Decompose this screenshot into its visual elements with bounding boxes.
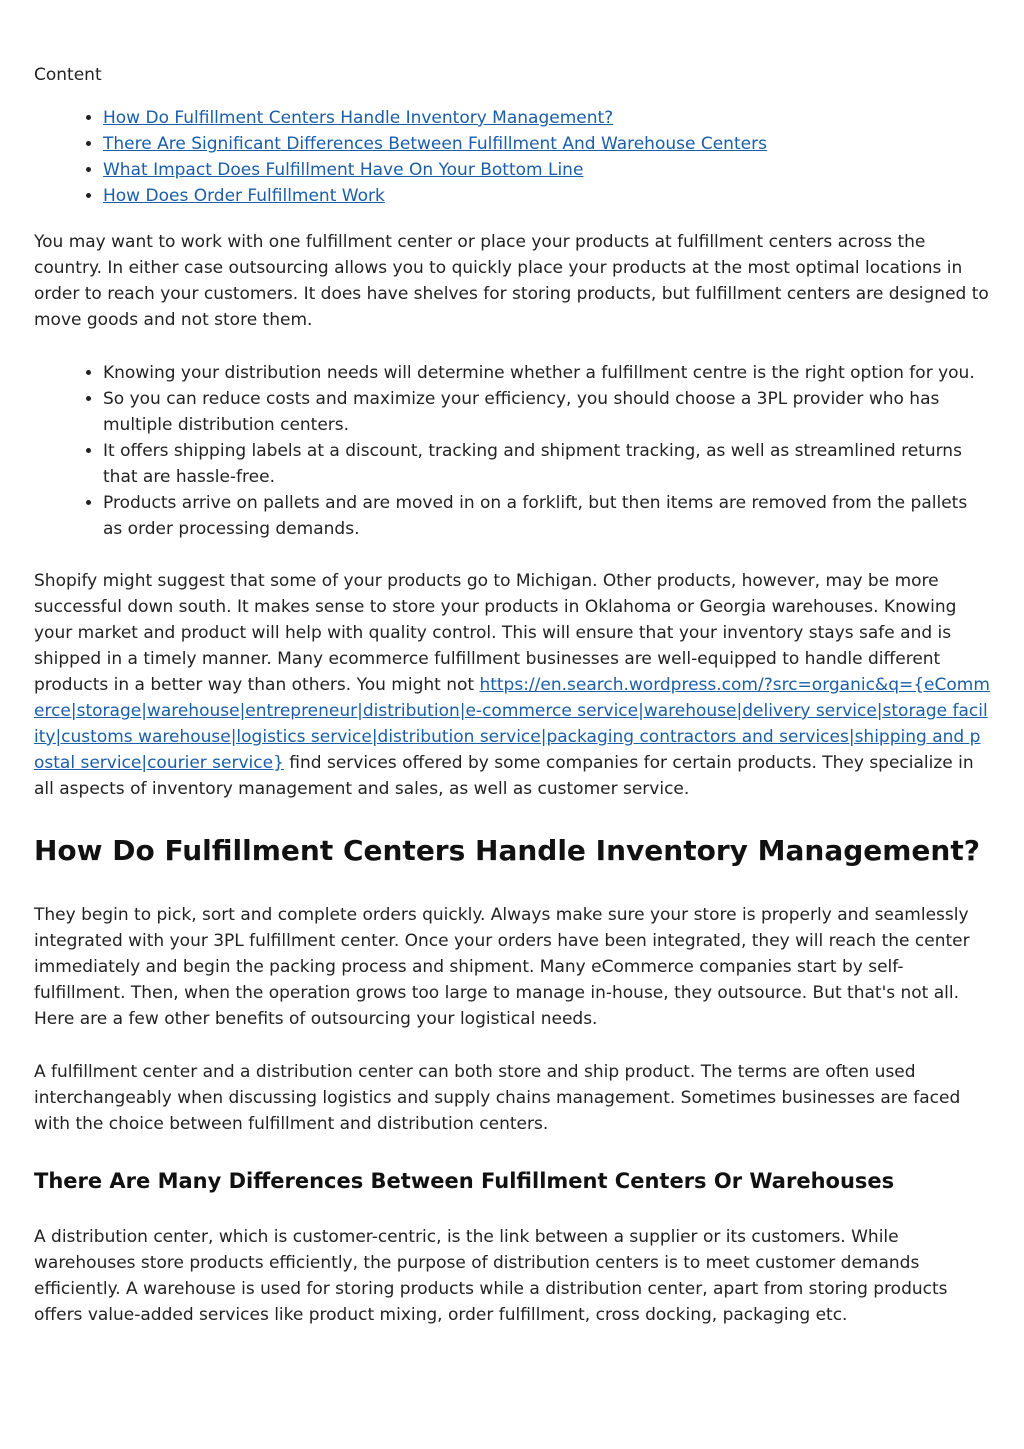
toc-link-differences[interactable]: There Are Significant Differences Between Fulfillment And Warehouse Centers	[103, 134, 767, 154]
toc-link-inventory-management[interactable]: How Do Fulfillment Centers Handle Inventory Management?	[103, 108, 614, 128]
toc-item	[103, 105, 990, 131]
list-item: • Knowing your distribution needs will determine whether a fulfillment centre is the right option for you.	[103, 360, 990, 386]
inventory-paragraph: They begin to pick, sort and complete orders quickly. Always make sure your store is properly and seamlessly integrated with your 3PL fulfillment center. Once your orders have been integrated, they will reach the center immediately and begin the packing process and shipment. Many eCommerce companies start by self-fulfillment. Then, when the operation grows too large to manage in-house, they outsource. But that's not all. Here are a few other benefits of outsourcing your logistical needs.	[34, 905, 970, 1029]
toc-link-order-fulfillment[interactable]: How Does Order Fulfillment Work	[103, 186, 385, 206]
list-item: • So you can reduce costs and maximize your efficiency, you should choose a 3PL provider who has multiple distribution centers.	[103, 386, 990, 438]
toc-link-bottom-line[interactable]: What Impact Does Fulfillment Have On Your Bottom Line	[103, 160, 584, 180]
differences-paragraph: A distribution center, which is customer-centric, is the link between a supplier or its customers. While warehouses store products efficiently, the purpose of distribution centers is to meet customer demands efficiently. A warehouse is used for storing products while a distribution center, apart from storing products offers value-added services like product mixing, order fulfillment, cross docking, packaging etc.	[34, 1227, 948, 1325]
distribution-paragraph: A fulfillment center and a distribution center can both store and ship product. The terms are often used interchangeably when discussing logistics and supply chains management. Sometimes businesses are faced with the choice between fulfillment and distribution centers.	[34, 1062, 961, 1134]
shopify-paragraph-text-end: find services offered by some companies for certain products. They specialize in all aspects of inventory management and sales, as well as customer service.	[34, 753, 974, 799]
table-of-contents	[34, 105, 990, 209]
content-label: Content	[34, 65, 102, 85]
toc-item	[103, 131, 990, 157]
list-item: • Products arrive on pallets and are moved in on a forklift, but then items are removed from the pallets as order processing demands.	[103, 490, 990, 542]
benefits-list	[34, 360, 990, 542]
shopify-paragraph-text: Shopify might suggest that some of your products go to Michigan. Other products, however, may be more successful down south. It makes sense to store your products in Oklahoma or Georgia warehouses. Knowing your market and product will help with quality control. This will ensure that your inventory stays safe and is shipped in a timely manner. Many ecommerce fulfillment businesses are well-equipped to handle different products in a better way than others. You might not	[34, 571, 957, 695]
section-heading-inventory: How Do Fulfillment Centers Handle Inventory Management?	[34, 834, 980, 867]
wordpress-search-link[interactable]: https://en.search.wordpress.com/?src=organic&q={eCommerce|storage|warehouse|entrepreneur|distribution|e-commerce service|warehouse|delivery service|storage facility|customs warehouse|logistics service|distribution service|packaging contractors and services|shipping and postal service|courier service}	[34, 675, 990, 773]
toc-item	[103, 157, 990, 183]
shopify-paragraph	[34, 568, 990, 802]
toc-item	[103, 183, 990, 209]
intro-paragraph: You may want to work with one fulfillment center or place your products at fulfillment centers across the country. In either case outsourcing allows you to quickly place your products at the most optimal locations in order to reach your customers. It does have shelves for storing products, but fulfillment centers are designed to move goods and not store them.	[34, 232, 989, 330]
section-heading-differences: There Are Many Differences Between Fulfillment Centers Or Warehouses	[34, 1169, 895, 1193]
list-item: • It offers shipping labels at a discount, tracking and shipment tracking, as well as streamlined returns that are hassle-free.	[103, 438, 990, 490]
